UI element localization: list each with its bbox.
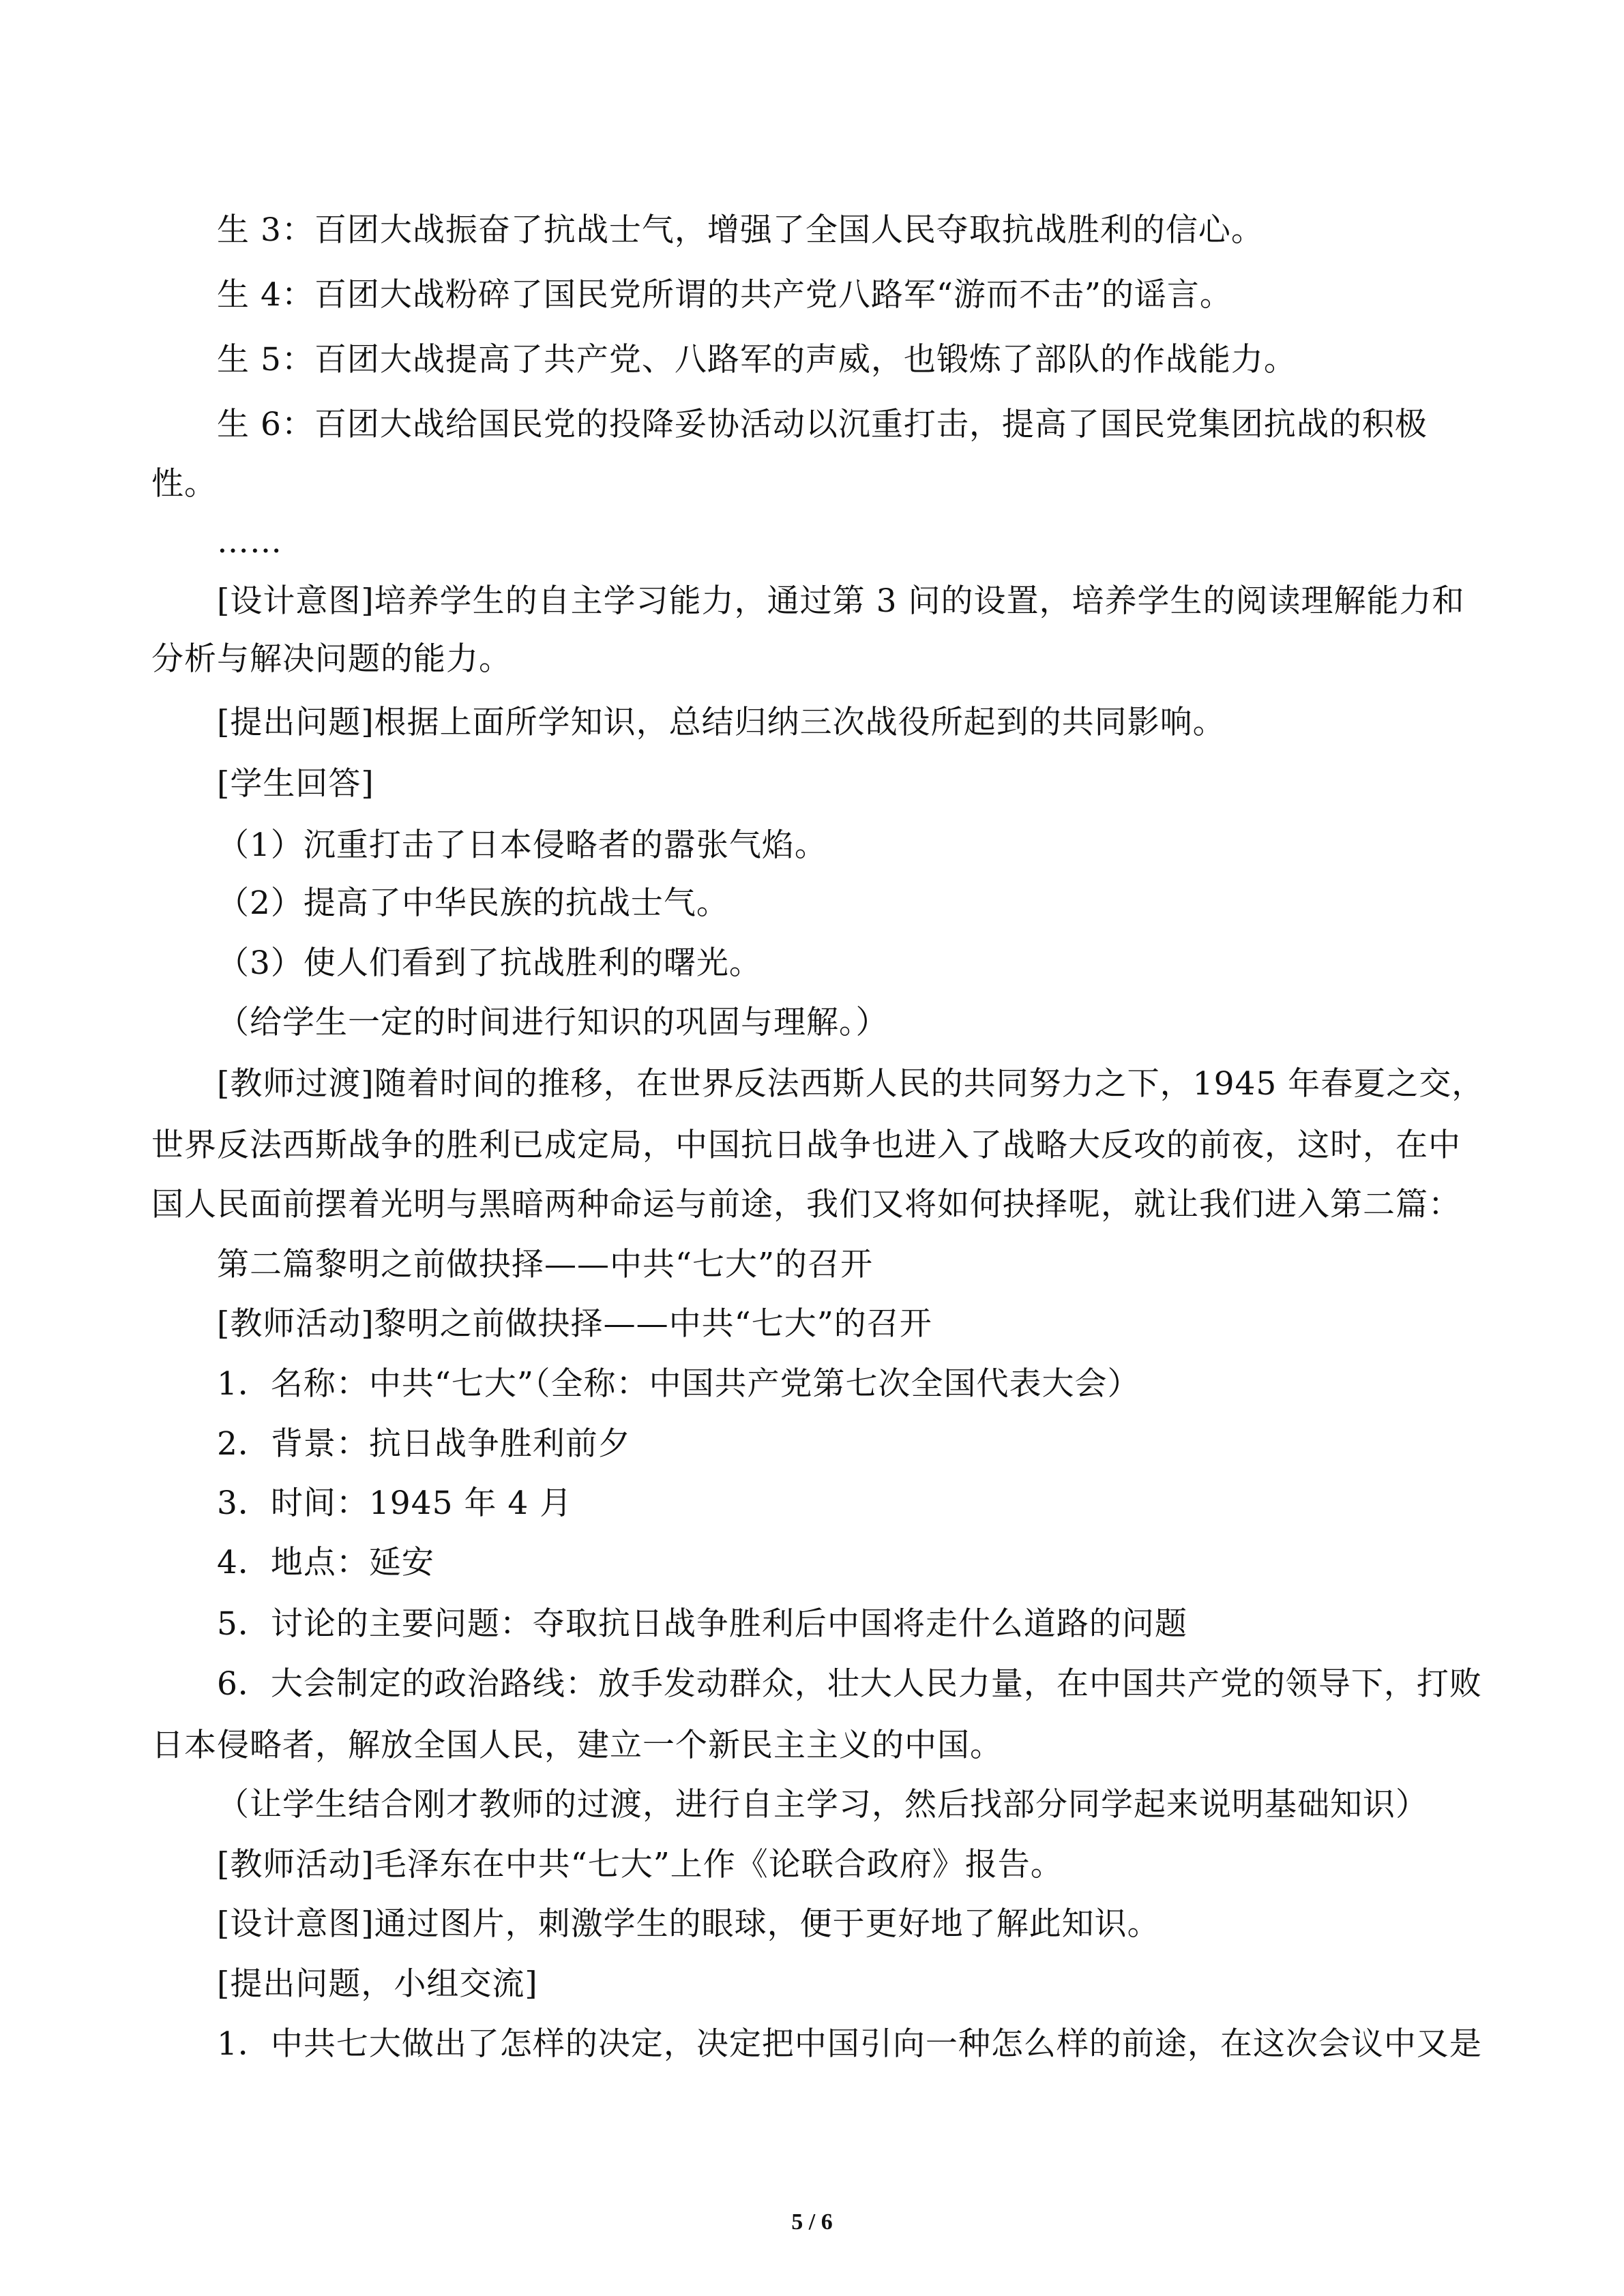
text-line: （2）提高了中华民族的抗战士气。 [217,884,729,922]
text-line: 生 6：百团大战给国民党的投降妥协活动以沉重打击，提高了国民党集团抗战的积极 [217,406,1428,443]
text-line: [提出问题]根据上面所学知识，总结归纳三次战役所起到的共同影响。 [217,704,1226,741]
text-line: …… [217,523,282,561]
text-line: 日本侵略者，解放全国人民，建立一个新民主主义的中国。 [151,1727,1003,1764]
text-line: 第二篇黎明之前做抉择——中共“七大”的召开 [217,1246,874,1283]
text-line: （3）使人们看到了抗战胜利的曙光。 [217,944,762,982]
text-line: 分析与解决问题的能力。 [151,640,512,678]
text-line: [设计意图]培养学生的自主学习能力，通过第 3 问的设置，培养学生的阅读理解能力和 [217,582,1465,620]
page-number: 5 / 6 [791,2209,833,2235]
text-line: 5．讨论的主要问题：夺取抗日战争胜利后中国将走什么道路的问题 [217,1605,1187,1643]
text-line: 2．背景：抗日战争胜利前夕 [217,1425,631,1463]
text-line: [设计意图]通过图片，刺激学生的眼球，便于更好地了解此知识。 [217,1905,1160,1943]
text-line: 1．中共七大做出了怎样的决定，决定把中国引向一种怎么样的前途，在这次会议中又是 [217,2025,1482,2063]
text-line: [教师过渡]随着时间的推移，在世界反法西斯人民的共同努力之下，1945 年春夏之交， [217,1065,1485,1103]
text-line: [教师活动]黎明之前做抉择——中共“七大”的召开 [217,1305,932,1343]
text-line: 生 3：百团大战振奋了抗战士气，增强了全国人民夺取抗战胜利的信心。 [217,211,1264,249]
text-line: 世界反法西斯战争的胜利已成定局，中国抗日战争也进入了战略大反攻的前夜，这时，在中 [151,1127,1461,1164]
text-line: 1．名称：中共“七大”（全称：中国共产党第七次全国代表大会） [217,1365,1140,1403]
text-line: 3．时间：1945 年 4 月 [217,1485,573,1522]
text-line: [教师活动]毛泽东在中共“七大”上作《论联合政府》报告。 [217,1846,1063,1883]
text-line: 生 4：百团大战粉碎了国民党所谓的共产党八路军“游而不击”的谣言。 [217,276,1232,314]
text-line: 生 5：百团大战提高了共产党、八路军的声威，也锻炼了部队的作战能力。 [217,341,1297,378]
text-line: （1）沉重打击了日本侵略者的嚣张气焰。 [217,826,827,864]
text-line: 国人民面前摆着光明与黑暗两种命运与前途，我们又将如何抉择呢，就让我们进入第二篇： [151,1186,1461,1223]
text-line: [学生回答] [217,765,374,803]
text-line: [提出问题，小组交流] [217,1965,538,2003]
text-line: 4．地点：延安 [217,1544,434,1581]
text-line: （给学生一定的时间进行知识的巩固与理解。） [217,1004,889,1041]
text-line: 性。 [151,465,217,503]
text-line: （让学生结合刚才教师的过渡，进行自主学习，然后找部分同学起来说明基础知识） [217,1786,1428,1823]
text-line: 6．大会制定的政治路线：放手发动群众，壮大人民力量，在中国共产党的领导下，打败 [217,1665,1482,1703]
